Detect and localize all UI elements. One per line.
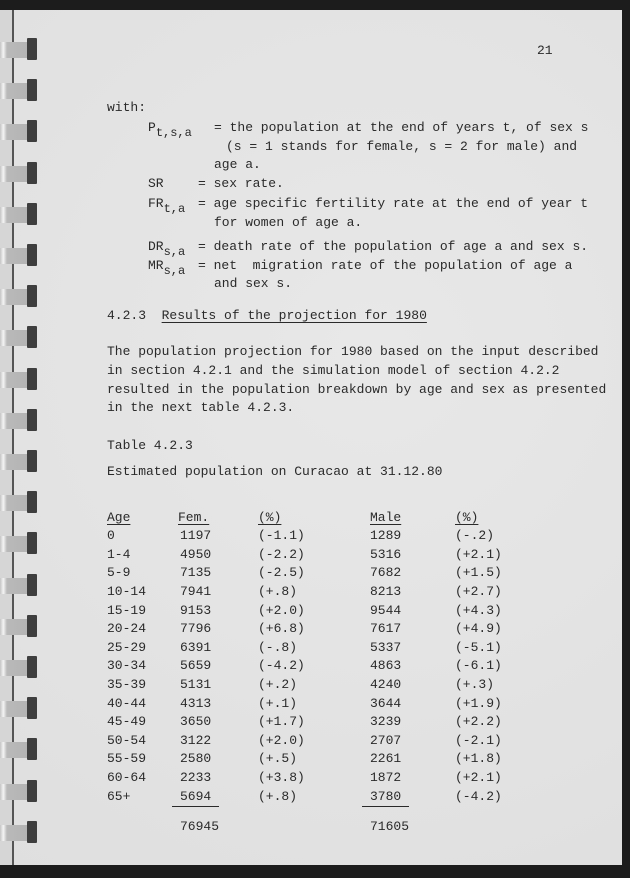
col-header-female-pct: (%) [258,509,282,525]
binding-ring [0,79,40,101]
cell-male: 9544 [370,602,402,618]
cell-age: 65+ [107,788,131,804]
binding-ring [0,409,40,431]
document-page [0,10,622,865]
cell-male-pct: (-.2) [455,528,495,544]
punch-hole [27,697,37,719]
cell-female-pct: (+.5) [258,751,298,767]
cell-empty [107,804,178,834]
section-title: Results of the projection for 1980 [161,308,427,323]
table-row [107,766,525,785]
binding-ring [0,203,40,225]
punch-hole [27,409,37,431]
ring-loop [0,578,28,594]
cell-male-pct: (+1.8) [455,751,502,767]
cell-female-pct: (+.1) [258,695,298,711]
ring-loop [0,42,28,58]
cell-male: 7617 [370,621,402,637]
cell-female: 6391 [180,639,212,655]
cell-age: 30-34 [107,658,147,674]
cell-age: 10-14 [107,583,147,599]
cell-female: 4950 [180,546,212,562]
cell-female: 7941 [180,583,212,599]
ring-loop [0,536,28,552]
cell-female-pct: (-.8) [258,639,298,655]
def-symbol-p [148,120,192,140]
binding-ring [0,162,40,184]
binding-ring [0,38,40,60]
cell-age: 45-49 [107,714,147,730]
def-mr-line-2: and sex s. [214,276,293,291]
cell-age: 15-19 [107,602,147,618]
binding-ring [0,738,40,760]
cell-male: 3239 [370,714,402,730]
col-header-male-pct: (%) [455,509,479,525]
cell-male: 3780 [370,785,455,804]
ring-loop [0,742,28,758]
cell-female: 5694 [178,785,258,804]
punch-hole [27,38,37,60]
binding-ring [0,697,40,719]
cell-female: 5131 [180,676,212,692]
population-table [107,506,525,834]
ring-loop [0,784,28,800]
ring-loop [0,701,28,717]
punch-hole [27,491,37,513]
def-sr-line-1: = sex rate. [198,176,284,191]
table-row [107,729,525,748]
def-symbol-mr [148,258,186,278]
ring-loop [0,124,28,140]
binding-ring [0,491,40,513]
cell-female-pct: (+.8) [258,583,298,599]
table-row [107,692,525,711]
binding-ring [0,821,40,843]
cell-female-pct: (-2.2) [258,546,305,562]
ring-loop [0,289,28,305]
binding-ring [0,780,40,802]
punch-hole [27,450,37,472]
punch-hole [27,79,37,101]
punch-hole [27,285,37,307]
table-row [107,785,525,804]
cell-age: 55-59 [107,751,147,767]
cell-empty [455,804,525,834]
col-header-female: Fem. [178,509,210,525]
def-subscript: t,a [163,202,186,216]
cell-female-pct: (+2.0) [258,602,305,618]
binding-ring [0,532,40,554]
page-number: 21 [537,43,553,58]
cell-age: 60-64 [107,769,147,785]
def-symbol: P [148,120,156,135]
cell-male: 2261 [370,751,402,767]
punch-hole [27,368,37,390]
cell-male-pct: (+4.3) [455,602,502,618]
cell-female: 2233 [180,769,212,785]
punch-hole [27,326,37,348]
def-p-line-1: = the population at the end of years t, of sex s [214,120,589,135]
cell-female-pct: (-4.2) [258,658,305,674]
table-row [107,636,525,655]
def-subscript: t,s,a [155,126,192,140]
def-symbol: FR [148,196,164,211]
ring-loop [0,372,28,388]
punch-hole [27,821,37,843]
table-header-row [107,506,525,525]
ring-loop [0,83,28,99]
cell-female: 9153 [180,602,212,618]
def-symbol: MR [148,258,164,273]
cell-male: 7682 [370,565,402,581]
punch-hole [27,738,37,760]
total-male: 71605 [370,818,410,834]
cell-male-pct: (+1.5) [455,565,502,581]
table-row [107,543,525,562]
cell-female: 3650 [180,714,212,730]
def-symbol-dr [148,239,186,259]
cell-female-pct: (+.8) [258,788,298,804]
cell-male-pct: (-6.1) [455,658,502,674]
cell-male-pct: (-5.1) [455,639,502,655]
cell-male: 2707 [370,732,402,748]
table-row [107,655,525,674]
cell-male: 3644 [370,695,402,711]
paragraph-line-4: in the next table 4.2.3. [107,400,295,415]
cell-age: 40-44 [107,695,147,711]
totals-row [107,804,525,834]
cell-female-pct: (+1.7) [258,714,305,730]
cell-male-pct: (+.3) [455,676,495,692]
def-symbol: DR [148,239,164,254]
cell-female: 5659 [180,658,212,674]
cell-female-pct: (-2.5) [258,565,305,581]
cell-male-pct: (+4.9) [455,621,502,637]
cell-female-pct: (+.2) [258,676,298,692]
punch-hole [27,162,37,184]
ring-loop [0,495,28,511]
table-row [107,618,525,637]
def-subscript: s,a [163,245,186,259]
binding-ring [0,574,40,596]
cell-age: 20-24 [107,621,147,637]
table-row [107,562,525,581]
binding-ring [0,285,40,307]
cell-male-pct: (+2.1) [455,546,502,562]
binding-ring [0,244,40,266]
cell-male-pct: (+2.7) [455,583,502,599]
cell-female: 7796 [180,621,212,637]
definitions-intro: with: [107,100,147,115]
paragraph-line-3: resulted in the population breakdown by age and sex as presented [107,382,607,397]
cell-male: 8213 [370,583,402,599]
cell-female: 1197 [180,528,212,544]
ring-loop [0,413,28,429]
cell-age: 25-29 [107,639,147,655]
cell-female-pct: (+3.8) [258,769,305,785]
cell-male: 4863 [370,658,402,674]
cell-female: 3122 [180,732,212,748]
ring-loop [0,825,28,841]
cell-empty [258,804,370,834]
section-heading [107,308,427,324]
table-row [107,580,525,599]
cell-male-pct: (-2.1) [455,732,502,748]
punch-hole [27,656,37,678]
table-body [107,525,525,834]
punch-hole [27,532,37,554]
cell-male-pct: (+2.1) [455,769,502,785]
punch-hole [27,574,37,596]
binding-ring [0,368,40,390]
table-row [107,673,525,692]
table-row [107,711,525,730]
def-fr-line-1: = age specific fertility rate at the end of year t [198,196,589,211]
cell-male: 4240 [370,676,402,692]
punch-hole [27,203,37,225]
paragraph-line-2: in section 4.2.1 and the simulation model of section 4.2.2 [107,363,560,378]
cell-male: 1289 [370,528,402,544]
col-header-male: Male [370,509,402,525]
table-row [107,525,525,544]
table-row [107,599,525,618]
col-header-age: Age [107,509,131,525]
ring-loop [0,454,28,470]
paragraph-line-1: The population projection for 1980 based on the input described [107,344,599,359]
binding-ring [0,615,40,637]
cell-male: 5337 [370,639,402,655]
punch-hole [27,244,37,266]
punch-hole [27,780,37,802]
cell-female: 7135 [180,565,212,581]
cell-male-pct: (+1.9) [455,695,502,711]
binding-ring [0,326,40,348]
def-mr-line-1: = net migration rate of the population of age a [198,258,573,273]
cell-female: 4313 [180,695,212,711]
def-dr-line-1: = death rate of the population of age a and sex s. [198,239,589,254]
total-female: 76945 [180,818,220,834]
cell-female-pct: (-1.1) [258,528,305,544]
table-label: Table 4.2.3 [107,438,193,453]
cell-female: 2580 [180,751,212,767]
ring-loop [0,207,28,223]
cell-female-pct: (+6.8) [258,621,305,637]
ring-loop [0,330,28,346]
def-fr-line-2: for women of age a. [214,215,363,230]
ring-loop [0,166,28,182]
punch-hole [27,120,37,142]
cell-age: 0 [107,528,115,544]
section-number: 4.2.3 [107,308,147,323]
table-row [107,748,525,767]
binding-ring [0,450,40,472]
punch-hole [27,615,37,637]
cell-female-pct: (+2.0) [258,732,305,748]
ring-loop [0,660,28,676]
cell-male: 5316 [370,546,402,562]
def-symbol-fr [148,196,186,216]
def-p-line-2: (s = 1 stands for female, s = 2 for male) and [226,139,578,154]
cell-male-pct: (-4.2) [455,788,502,804]
cell-age: 1-4 [107,546,131,562]
def-subscript: s,a [163,264,186,278]
table-caption: Estimated population on Curacao at 31.12.80 [107,464,443,479]
cell-age: 50-54 [107,732,147,748]
cell-age: 5-9 [107,565,131,581]
ring-loop [0,248,28,264]
cell-male: 1872 [370,769,402,785]
ring-loop [0,619,28,635]
def-symbol-sr: SR [148,176,164,191]
binding-ring [0,656,40,678]
cell-age: 35-39 [107,676,147,692]
cell-male-pct: (+2.2) [455,714,502,730]
binding-ring [0,120,40,142]
def-p-line-3: age a. [214,157,261,172]
